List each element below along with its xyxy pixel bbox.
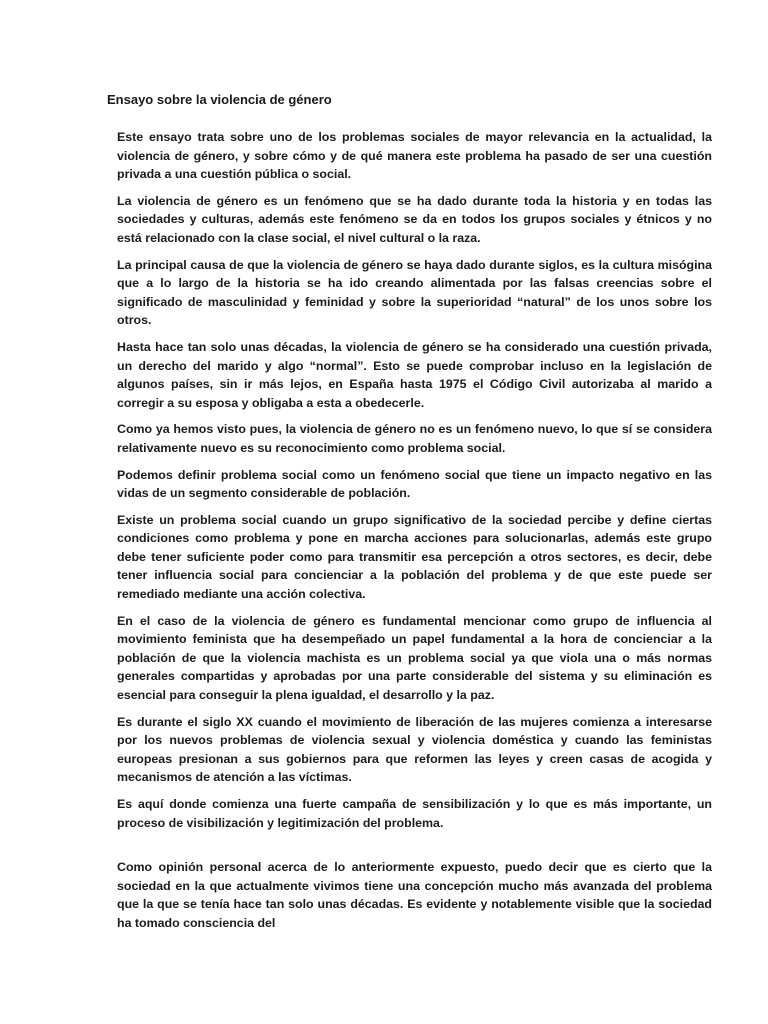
paragraph-4: Hasta hace tan solo unas décadas, la violencia de género se ha considerado una cuestión privada, un derecho del marido y algo “normal”. Esto se puede comprobar incluso en la legislación de algunos países, sin ir más lejos, en España hasta 1975 el Código Civil autorizaba al marido a corregir a su esposa y obligaba a esta a obedecerle. — [117, 339, 712, 410]
paragraph-2: La violencia de género es un fenómeno que se ha dado durante toda la historia y en todas las sociedades y culturas, además este fenómeno se da en todos los grupos sociales y étnicos y no está relacionado con la clase social, el nivel cultural o la raza. — [117, 193, 712, 245]
paragraph-10: Es aquí donde comienza una fuerte campaña de sensibilización y lo que es más importante, un proceso de visibilización y legitimización del problema. — [117, 797, 712, 830]
paragraph-1: Este ensayo trata sobre uno de los problemas sociales de mayor relevancia en la actualidad, la violencia de género, y sobre cómo y de qué manera este problema ha pasado de ser una cuestión privada a una cuestión pública o social. — [117, 130, 712, 182]
paragraph-11: Como opinión personal acerca de lo anteriormente expuesto, puedo decir que es cierto que la sociedad en la que actualmente vivimos tiene una concepción mucho más avanzada del problema que la que se tenía hace tan solo unas décadas. Es evidente y notablemente visible que la sociedad ha tomado consciencia del — [117, 860, 712, 930]
document-body — [117, 128, 712, 941]
paragraph-7: Existe un problema social cuando un grupo significativo de la sociedad percibe y define ciertas condiciones como problema y pone en marcha acciones para solucionarlas, además este grupo debe tener suficiente poder como para transmitir esa percepción a otros sectores, es decir, debe tener influencia social para concienciar a la población del problema y de que este puede ser remediado mediante una acción colectiva. — [117, 512, 712, 602]
paragraph-5: Como ya hemos visto pues, la violencia de género no es un fenómeno nuevo, lo que sí se considera relativamente nuevo es su reconocimiento como problema social. — [117, 422, 712, 455]
paragraph-8: En el caso de la violencia de género es fundamental mencionar como grupo de influencia al movimiento feminista que ha desempeñado un papel fundamental a la hora de concienciar a la población de que la violencia machista es un problema social ya que viola una o más normas generales compartidas y aprobadas por una parte considerable del sistema y su eliminación es esencial para conseguir la plena igualdad, el desarrollo y la paz. — [117, 613, 712, 703]
paragraph-3: La principal causa de que la violencia de género se haya dado durante siglos, es la cultura misógina que a lo largo de la historia se ha ido creando alimentada por las falsas creencias sobre el significado de masculinidad y feminidad y sobre la superioridad “natural” de los unos sobre los otros. — [117, 257, 712, 328]
paragraph-9: Es durante el siglo XX cuando el movimiento de liberación de las mujeres comienza a interesarse por los nuevos problemas de violencia sexual y violencia doméstica y cuando las feministas europeas presionan a sus gobiernos para que reformen las leyes y creen casas de acogida y mecanismos de atención a las víctimas. — [117, 714, 712, 785]
document-title: Ensayo sobre la violencia de género — [107, 92, 332, 107]
paragraph-6: Podemos definir problema social como un fenómeno social que tiene un impacto negativo en las vidas de un segmento considerable de población. — [117, 467, 712, 501]
